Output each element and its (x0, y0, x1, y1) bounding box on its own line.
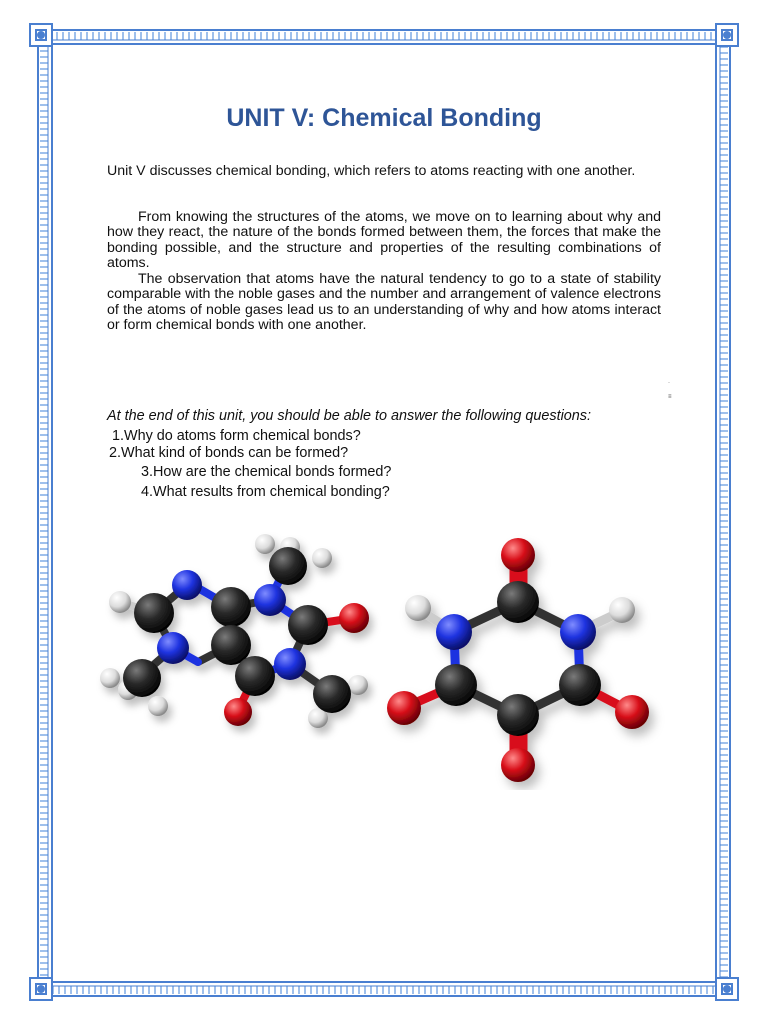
stray-marks: · ≡ (668, 380, 672, 400)
question-item: 3.How are the chemical bonds formed? (141, 464, 392, 480)
corner-ornament-bottom-right (716, 978, 738, 1000)
page-title: UNIT V: Chemical Bonding (226, 104, 542, 132)
corner-ornament-top-right (716, 24, 738, 46)
question-item: 4.What results from chemical bonding? (141, 484, 390, 500)
question-item: 1.Why do atoms form chemical bonds? (112, 428, 361, 444)
alloxan-molecule-image (378, 530, 678, 790)
paragraph-observation: The observation that atoms have the natural tendency to go to a state of stability comparable with the noble gases and the number and arrangement of valence electrons of the atoms of noble gases lead us to an understanding of why and how atoms interact or form chemical bonds with one another. (107, 271, 661, 334)
caffeine-molecule-image (90, 520, 390, 740)
corner-ornament-bottom-left (30, 978, 52, 1000)
paragraph-intro: Unit V discusses chemical bonding, which refers to atoms reacting with one another. (107, 163, 636, 179)
corner-ornament-top-left (30, 24, 52, 46)
question-item: 2.What kind of bonds can be formed? (109, 445, 349, 461)
paragraph-structures: From knowing the structures of the atoms, we move on to learning about why and how they react, the nature of the bonds formed between them, the forces that make the bonding possible, and the structure and properties of the resulting combinations of atoms. (107, 209, 661, 272)
questions-intro: At the end of this unit, you should be able to answer the following questions: (107, 408, 591, 424)
